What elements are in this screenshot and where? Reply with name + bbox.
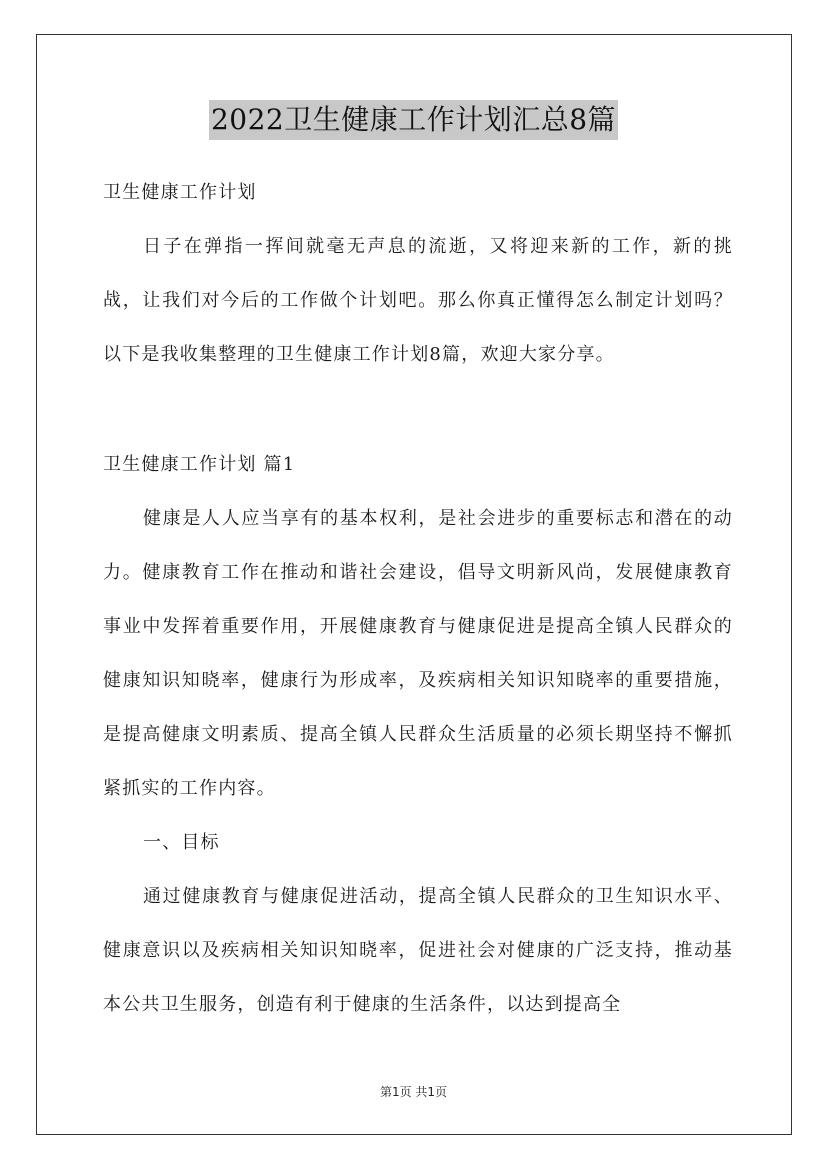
subheading-goal: 一、目标 <box>143 832 220 853</box>
section-heading: 卫生健康工作计划 <box>103 182 257 203</box>
article-paragraph-1: 健康是人人应当享有的基本权利，是社会进步的重要标志和潜在的动力。健康教育工作在推动和谐社会建设，倡导文明新风尚，发展健康教育事业中发挥着重要作用，开展健康教育与健康促进是提高全镇人民群众的健康知识知晓率，健康行为形成率，及疾病相关知识知晓率的重要措施，是提高健康文明素质、提高全镇人民群众生活质量的必须长期坚持不懈抓紧抓实的工作内容。 <box>103 508 733 799</box>
document-title: 2022卫生健康工作计划汇总8篇 <box>209 100 618 140</box>
article-heading: 卫生健康工作计划 篇1 <box>103 454 296 475</box>
intro-paragraph: 日子在弹指一挥间就毫无声息的流逝，又将迎来新的工作，新的挑战，让我们对今后的工作做个计划吧。那么你真正懂得怎么制定计划吗？以下是我收集整理的卫生健康工作计划8篇，欢迎大家分享。 <box>103 236 733 365</box>
article-paragraph-2: 通过健康教育与健康促进活动，提高全镇人民群众的卫生知识水平、健康意识以及疾病相关知识知晓率，促进社会对健康的广泛支持，推动基本公共卫生服务，创造有利于健康的生活条件，以达到提高全 <box>103 886 733 1015</box>
page-footer: 第1页 共1页 <box>379 1085 448 1099</box>
title-container <box>0 100 827 140</box>
